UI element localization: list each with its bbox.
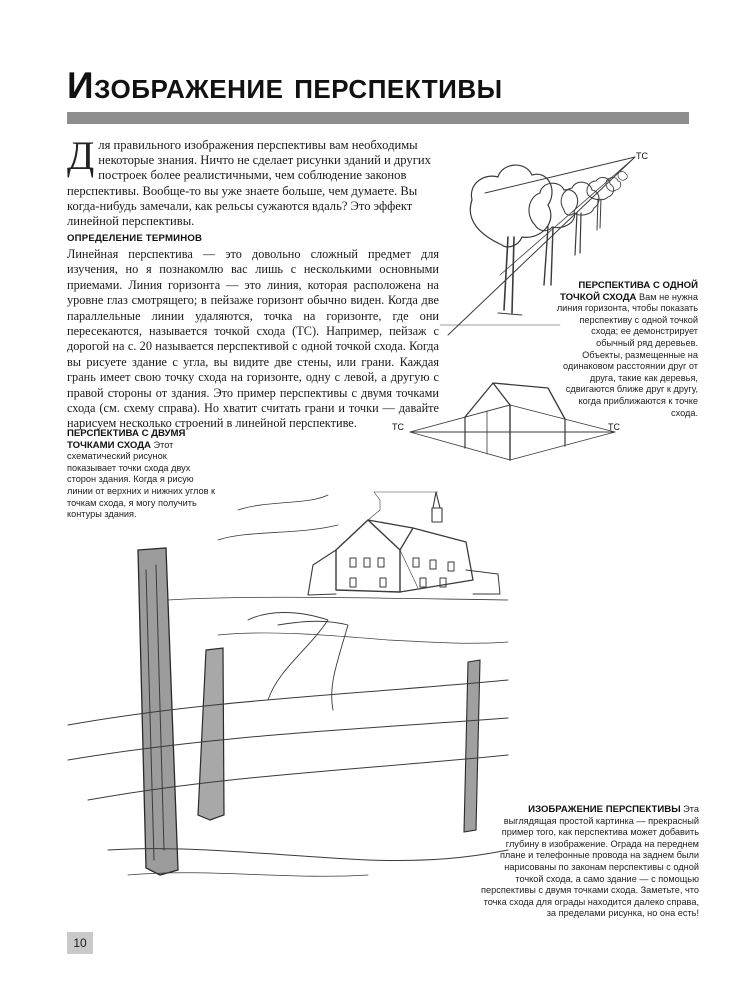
- title-underline-bar: [67, 112, 689, 124]
- intro-text: ля правильного изображения перспективы вам необходимы некоторые знания. Ничто не сделает рисунки зданий и других построек более реалистичными, чем соблюдение законов перспективы. Вообще-то вы уже знаете больше, чем думаете. Вы когда-нибудь замечали, как рельсы сужаются вдаль? Это эффект линейной перспективы.: [67, 138, 431, 229]
- two-point-caption-heading: ПЕРСПЕКТИВА С ДВУМЯ ТОЧКАМИ СХОДА: [67, 428, 186, 451]
- left-vanishing-point-label: ТС: [392, 422, 404, 432]
- page-title: Изображение перспективы: [67, 65, 503, 106]
- definitions-heading: ОПРЕДЕЛЕНИЕ ТЕРМИНОВ: [67, 233, 203, 244]
- main-image-caption-text: Эта выглядящая простой картинка — прекрасный пример того, как перспектива может добавить глубину в изображение. Ограда на переднем плане и телефонные провода на заднем были нарисованы по законам перспективы с одной точкой схода, а само здание — с помощью перспективы с двумя точками схода. Заметьте, что точка схода для ограды находится далеко справа, за пределами рисунка, но она есть!: [481, 804, 699, 919]
- two-point-diagram: [390, 380, 640, 470]
- intro-paragraph: [67, 133, 435, 229]
- definitions-body: Линейная перспектива — это довольно сложный предмет для изучения, но я познакомлю вас лишь с несколькими основными приемами. Линия горизонта — это линия, которая расположена на уровне глаз смотрящего; в пейзаже горизонт обычно виден. Когда две параллельные линии удаляются, точка на горизонте, где они пересекаются, называется точкой схода (ТС). Например, пейзаж с дорогой на с. 20 называется перспективой с одной точкой схода. Когда вы рисуете здание с угла, вы видите две стены, или грани. Каждая грань имеет свою точку схода на горизонте, одну с левой, а другую с правой стороны от здания. Это пример перспективы с двумя точками схода (см. схему справа). Но хватит считать грани и точки — давайте нарисуем несколько строений в линейной перспективе.: [67, 247, 439, 431]
- page-number: 10: [67, 932, 93, 954]
- farm-landscape-sketch: [68, 470, 518, 910]
- drop-cap: Д: [67, 133, 95, 178]
- trees-vanishing-point-label: ТС: [636, 151, 648, 161]
- right-vanishing-point-label: ТС: [608, 422, 620, 432]
- one-point-caption-text: Вам не нужна линия горизонта, чтобы показать перспективу с одной точкой схода; ее демонстрирует обычный ряд деревьев. Объекты, размещенные на одинаковом расстоянии друг от друга, такие как деревья, сдвигаются ближе друг к другу, когда приближаются к точке схода.: [556, 291, 698, 418]
- one-point-caption-heading: ПЕРСПЕКТИВА С ОДНОЙ ТОЧКОЙ СХОДА: [559, 280, 698, 303]
- main-image-caption: [479, 804, 699, 920]
- two-point-caption-text: Этот схематический рисунок показывает точки схода двух сторон здания. Когда я рисую линии от верхних и нижних углов к точкам схода, я могу получить контуры здания.: [67, 439, 216, 520]
- main-image-caption-heading: ИЗОБРАЖЕНИЕ ПЕРСПЕКТИВЫ: [528, 804, 681, 815]
